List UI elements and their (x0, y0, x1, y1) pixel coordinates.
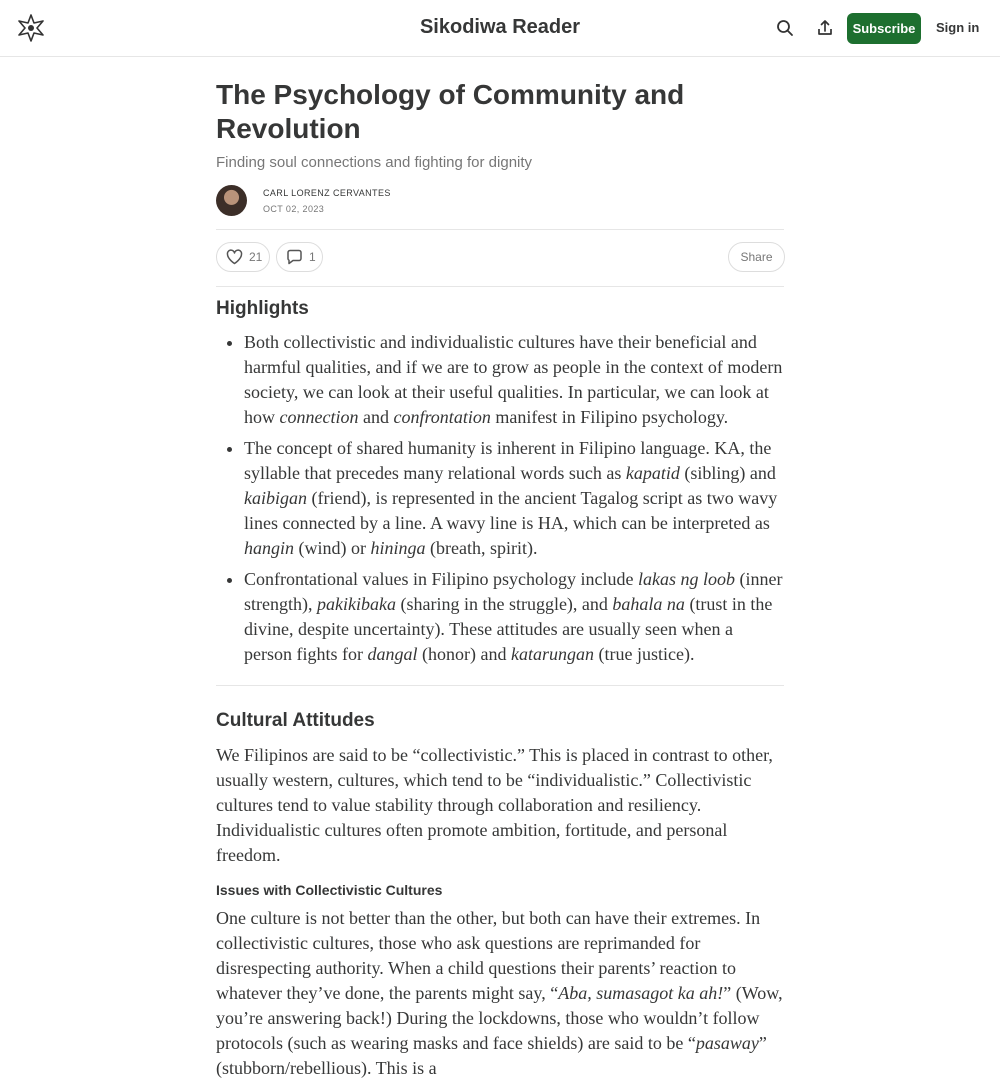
section-divider (216, 685, 784, 686)
post-date: OCT 02, 2023 (263, 204, 325, 214)
like-count: 21 (249, 250, 263, 264)
highlight-item: • Both collectivistic and individualistic cultures have their beneficial and harmful qualities, and if we are to grow as people in the context of modern society, we can look at their useful qualities. In particular, we can look at how connection and confrontation manifest in Filipino psychology. (244, 330, 784, 430)
issues-subheading: Issues with Collectivistic Cultures (216, 882, 443, 898)
search-icon[interactable] (774, 17, 796, 39)
comment-button[interactable] (276, 242, 323, 272)
comment-icon (286, 249, 303, 265)
sign-in-link[interactable]: Sign in (936, 20, 980, 35)
highlights-list (216, 330, 784, 667)
article (216, 78, 784, 1081)
comment-count: 1 (309, 250, 316, 264)
paragraph: One culture is not better than the other, but both can have their extremes. In collectivistic cultures, those who ask questions are reprimanded for disrespecting authority. When a child questions their parents’ reaction to whatever they’ve done, the parents might say, “Aba, sumasagot ka ah!” (Wow, you’re answering back!) During the lockdowns, those who wouldn’t follow protocols (such as wearing masks and face shields) are said to be “pasaway” (stubborn/rebellious). This is a (216, 908, 783, 1078)
article-title: The Psychology of Community and Revolution (216, 79, 685, 144)
author-name[interactable]: CARL LORENZ CERVANTES (263, 188, 391, 198)
byline (216, 185, 784, 217)
share-button[interactable]: Share (728, 242, 785, 272)
highlight-item: • The concept of shared humanity is inherent in Filipino language. KA, the syllable that precedes many relational words such as kapatid (sibling) and kaibigan (friend), is represented in the ancient Tagalog script as two wavy lines connected by a line. A wavy line is HA, which can be interpreted as hangin (wind) or hininga (breath, spirit). (244, 436, 784, 561)
paragraph: We Filipinos are said to be “collectivistic.” This is placed in contrast to other, usually western, cultures, which tend to be “individualistic.” Collectivistic cultures tend to value stability through collaboration and resiliency. Individualistic cultures often promote ambition, fortitude, and personal freedom. (216, 745, 773, 865)
like-button[interactable] (216, 242, 270, 272)
article-subtitle: Finding soul connections and fighting for dignity (216, 154, 533, 171)
cultural-attitudes-heading: Cultural Attitudes (216, 710, 375, 731)
highlight-item: • Confrontational values in Filipino psychology include lakas ng loob (inner strength), pakikibaka (sharing in the struggle), and bahala na (trust in the divine, despite uncertainty). These attitudes are usually seen when a person fights for dangal (honor) and katarungan (true justice). (244, 567, 784, 667)
publication-title[interactable]: Sikodiwa Reader (419, 16, 581, 38)
post-actions (216, 229, 784, 287)
avatar[interactable] (216, 185, 247, 216)
heart-icon (226, 249, 243, 265)
subscribe-button[interactable]: Subscribe (847, 13, 921, 44)
highlights-heading: Highlights (216, 298, 309, 319)
share-icon[interactable] (814, 17, 836, 39)
top-bar (0, 0, 1000, 57)
